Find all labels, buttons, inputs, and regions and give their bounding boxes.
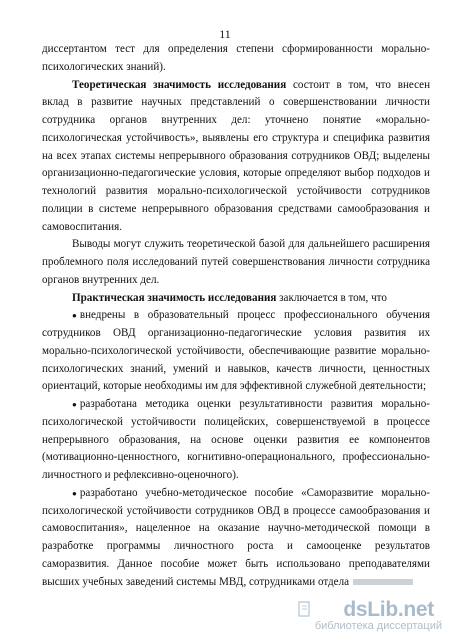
bullet-icon: ●: [72, 488, 77, 498]
bullet-icon: ●: [72, 311, 77, 321]
page-number: 11: [219, 27, 231, 41]
obscured-text-smudge: [353, 579, 413, 585]
book-icon: [298, 600, 312, 618]
bullet-icon: ●: [72, 400, 77, 409]
practical-significance-text: заключается в том, что: [276, 291, 387, 304]
document-body: [42, 41, 430, 591]
paragraph-practical-significance: [42, 290, 430, 308]
theoretical-significance-text: состоит в том, что внесен вклад в развитие научных представлений о совершенствовании личности сотрудника органов внутренних дел: уточнено понятие «морально-психологическая устойчивость», выявлены его структура и специфика развития на всех этапах системы непрерывного образования сотрудников ОВД; выделены организационно-педагогические условия, которые определяют выбор подходов и технологий развития морально-психологической устойчивости сотрудников полиции в системе непрерывного образования средствами самообразования и самовоспитания.: [42, 78, 431, 233]
bullet-item-2: [42, 396, 430, 485]
watermark-subtitle: библиотека диссертаций: [314, 620, 442, 632]
watermark: [294, 598, 444, 634]
watermark-logo: dsLib.net: [343, 598, 434, 621]
bullet-text-2: разработана методика оценки результативности развития морально-психологической устойчивости полицейских, совершенствуемой в процессе непрерывного образования, на основе оценки развития ее компонентов (мотивационно-ценностного, когнитивно-операционального, профессионально-личностного и рефлексивно-оценочного).: [42, 398, 430, 481]
bullet-text-1: внедрены в образовательный процесс профессионального обучения сотрудников ОВД организационно-педагогические условия развития их морально-психологической устойчивости, обеспечивающие развитие морально-психологических знаний, умений и навыков, качеств личности, ценностных ориентаций, которые необходимы им для эффективной служебной деятельности;: [42, 309, 430, 393]
practical-significance-heading: Практическая значимость исследования: [72, 291, 277, 304]
bullet-item-3: [42, 485, 430, 592]
theoretical-significance-heading: Теоретическая значимость исследования: [72, 78, 287, 91]
paragraph-conclusions: Выводы могут служить теоретической базой для дальнейшего расширения проблемного поля исследований путей совершенствования личности сотрудника органов внутренних дел.: [42, 238, 430, 286]
paragraph-continuation: диссертантом тест для определения степени сформированности морально-психологических знаний).: [42, 43, 430, 73]
bullet-text-3: разработано учебно-методическое пособие «Саморазвитие морально-психологической устойчивости сотрудников ОВД в процессе самообразования и самовоспитания», нацеленное на оказание научно-методической помощи в разработке программы личностного роста и самооценке результатов саморазвития. Данное пособие может быть использовано преподавателями высших учебных заведений системы МВД, сотрудниками отдела: [42, 486, 430, 588]
bullet-item-1: [42, 307, 430, 396]
paragraph-theoretical-significance: [42, 77, 430, 237]
